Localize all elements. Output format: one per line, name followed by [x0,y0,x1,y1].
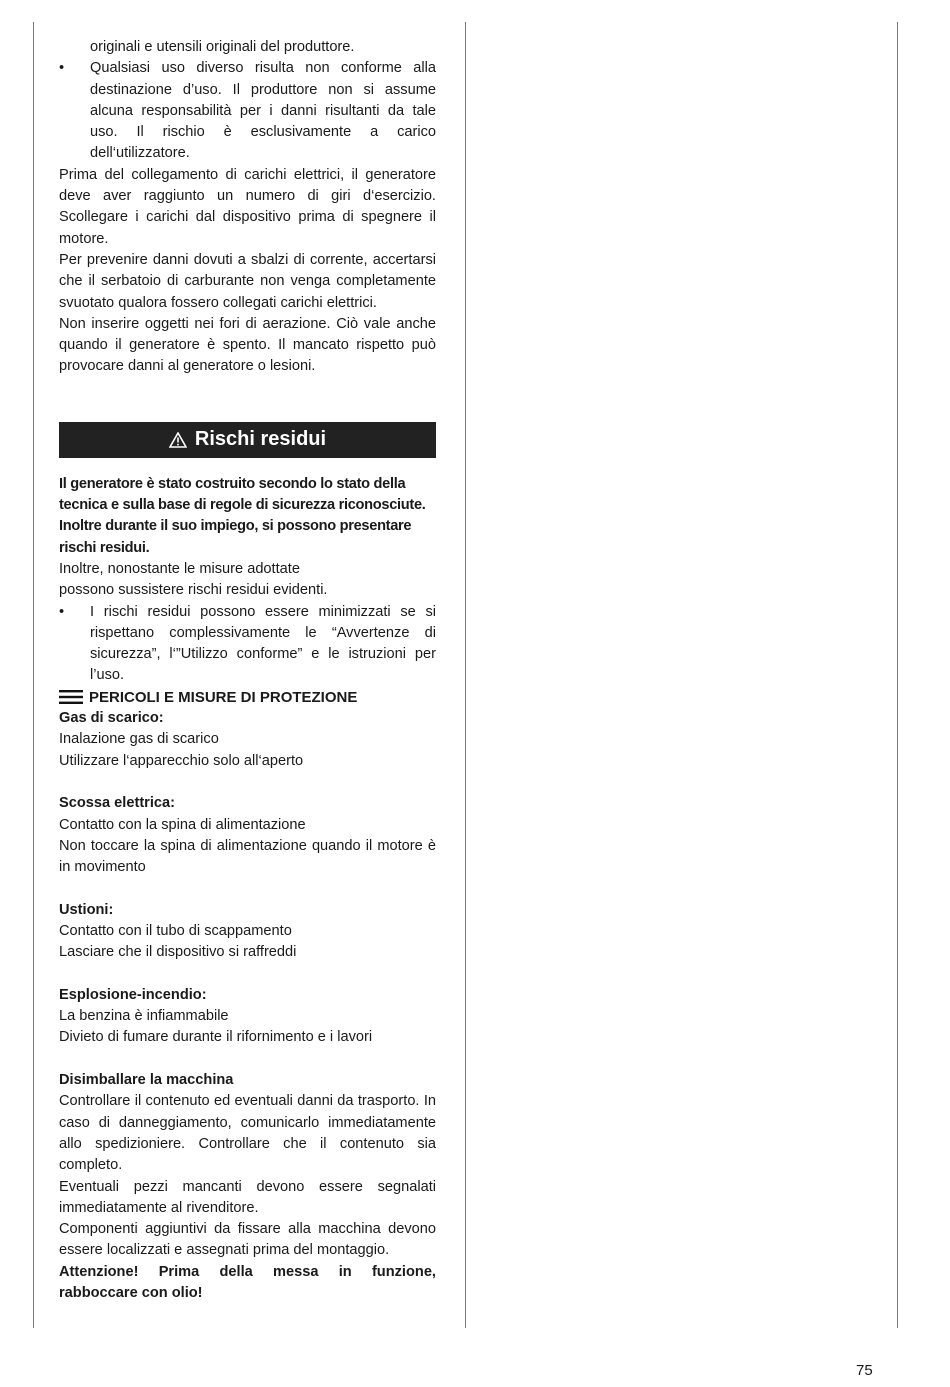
paragraph: Eventuali pezzi mancanti devono essere segnalati immediatamente al rivenditore. [59,1178,436,1216]
hazard-label: Esplosione-incendio: [59,986,207,1003]
column-divider-rule [465,22,466,1328]
section-banner [59,422,436,458]
bullet-glyph: • [59,60,65,77]
intro-bold: Il generatore è stato costruito secondo lo stato della tecnica e sulla base di regole di sicurezza riconosciute. Inoltre durante il suo impiego, si possono presentare rischi residui. [59,475,426,556]
paragraph: Prima del collegamento di carichi elettrici, il generatore deve aver raggiunto un numero di giri d‘esercizio. Scollegare i carichi dal dispositivo prima di spegnere il motore. [59,166,436,247]
warning-text: Attenzione! Prima della messa in funzione, rabboccare con olio! [59,1263,436,1302]
unpack-label: Disimballare la macchina [59,1072,234,1089]
hazard-label: Ustioni: [59,901,114,918]
hazard-label: Gas di scarico: [59,710,164,727]
hazard-label: Scossa elettrica: [59,795,176,812]
page-number: 75 [856,1362,873,1379]
left-margin-rule [33,22,34,1328]
bullet-glyph: • [59,603,65,620]
hazard-line: Non toccare la spina di alimentazione quando il motore è in movimento [59,837,436,876]
bullet-text: Qualsiasi uso diverso risulta non conforme alla destinazione d’uso. Il produttore non si assume alcuna responsabilità per i danni risultanti da tale uso. Il rischio è esclusivamente a carico dell‘utilizzatore. [90,60,436,162]
hazard-line: Lasciare che il dispositivo si raffreddi [59,944,297,961]
hazard-line: Divieto di fumare durante il rifornimento e i lavori [59,1029,373,1046]
list-item [59,58,436,164]
list-item [59,602,436,687]
section-title: Rischi residui [194,428,327,451]
subheading-text: PERICOLI E MISURE DI PROTEZIONE [89,688,358,706]
paragraph: Controllare il contenuto ed eventuali danni da trasporto. In caso di danneggiamento, comunicarlo immediatamente allo spedizioniere. Controllare che il contenuto sia completo. [59,1093,436,1174]
subheading [59,687,436,708]
hazard-line: La benzina è infiammabile [59,1008,229,1025]
intro-line: possono sussistere rischi residui evidenti. [59,582,328,599]
intro-line: Inoltre, nonostante le misure adottate [59,560,300,577]
hazard-line: Inalazione gas di scarico [59,731,219,748]
menu-lines-icon [59,689,83,705]
bullet-text: I rischi residui possono essere minimizzati se si rispettano complessivamente le “Avvertenze di sicurezza”, l‘”Utilizzo conforme” e le istruzioni per l’uso. [90,603,436,684]
hazard-line: Contatto con la spina di alimentazione [59,816,306,833]
paragraph: Non inserire oggetti nei fori di aerazione. Ciò vale anche quando il generatore è spento. Il mancato rispetto può provocare danni al generatore o lesioni. [59,315,436,375]
paragraph: Componenti aggiuntivi da fissare alla macchina devono essere localizzati e assegnati prima del montaggio. [59,1221,436,1259]
left-column [59,37,436,1304]
warning-icon [169,432,187,448]
continued-line: originali e utensili originali del produttore. [90,39,355,55]
paragraph: Per prevenire danni dovuti a sbalzi di corrente, accertarsi che il serbatoio di carburante non venga completamente svuotato qualora fossero collegati carichi elettrici. [59,251,436,311]
right-margin-rule [897,22,898,1328]
hazard-line: Utilizzare l‘apparecchio solo all‘aperto [59,752,304,769]
hazard-line: Contatto con il tubo di scappamento [59,922,292,939]
